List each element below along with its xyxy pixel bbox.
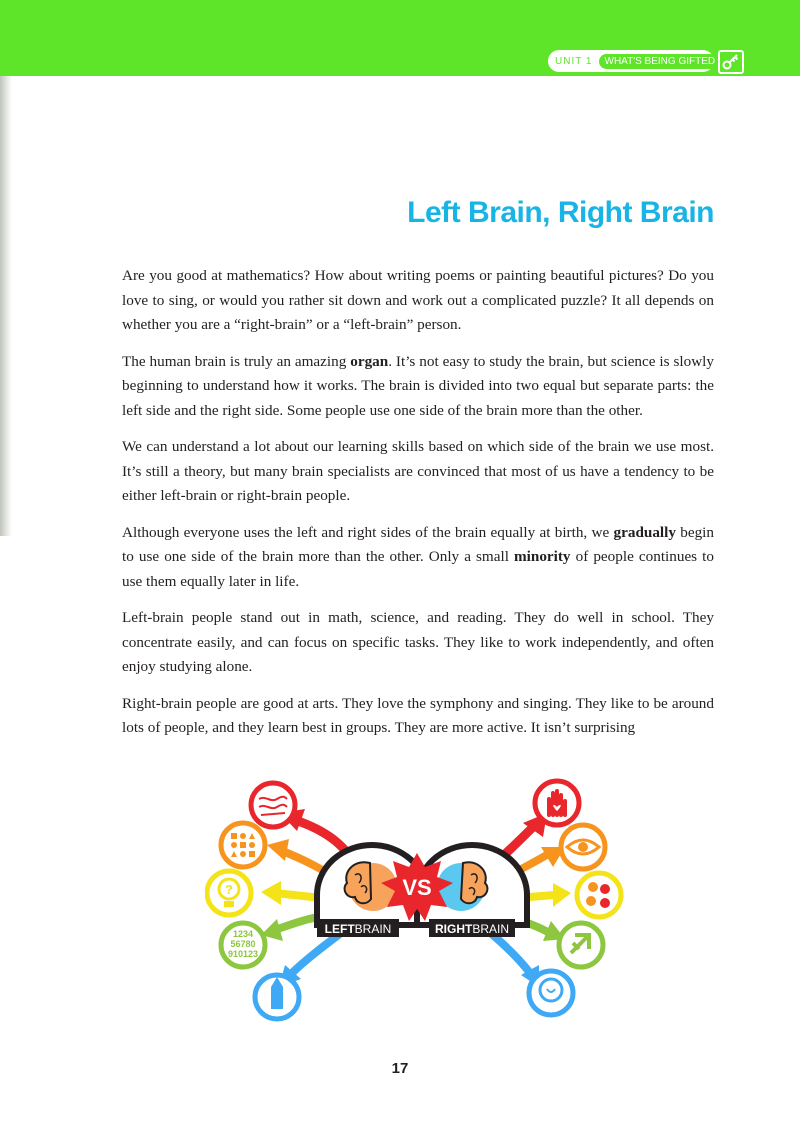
right-brain-banner [429, 919, 515, 937]
left-right-brain-illustration [205, 775, 625, 1025]
shapes-grid-icon [221, 823, 265, 867]
paragraph: We can understand a lot about our learning skills based on which side of the brain we use most. It’s still a theory, but many brain specialists are convinced that most of us have a tendency to be either left-brain or right-brain people. [122, 438, 714, 504]
page-edge-shadow [0, 76, 12, 536]
header-bar [0, 0, 800, 76]
paragraph: Left-brain people stand out in math, science, and reading. They do well in school. They concentrate easily, and can focus on specific tasks. They like to work independently, and often enjoy studying alone. [122, 609, 714, 675]
vocab-term: gradually [613, 523, 676, 541]
paragraph: The human brain is truly an amazing organ. It’s not easy to study the brain, but science is slowly beginning to understand how it works. The brain is divided into two equal but separate parts: the left side and the right side. Some people use one side of the brain more than the other. [122, 352, 714, 419]
vocab-term: minority [514, 548, 571, 565]
vocab-term: organ [350, 352, 389, 370]
unit-title: WHAT'S BEING GIFTED [599, 54, 722, 69]
page-number: 17 [391, 1060, 409, 1077]
svg-text:910123: 910123 [227, 949, 259, 959]
heart-hand-icon [535, 781, 579, 825]
left-brain-banner [317, 919, 399, 937]
svg-text:RIGHTBRAIN: RIGHTBRAIN [434, 922, 510, 936]
paragraph: Although everyone uses the left and right sides of the brain equally at birth, we gradually begin to use one side of the brain more than the other. Only a small minority of people continues to use them equally later in life. [122, 523, 714, 590]
unit-label: UNIT 1 [555, 55, 593, 67]
unit-badge [548, 50, 714, 72]
puzzle-arrows-icon [559, 923, 603, 967]
vs-label: VS [402, 875, 432, 900]
question-bulb-icon [207, 871, 251, 915]
pencil-icon [255, 975, 299, 1019]
svg-text:LEFTBRAIN: LEFTBRAIN [324, 922, 392, 936]
svg-text:56780: 56780 [230, 939, 256, 949]
svg-text:1234: 1234 [232, 929, 254, 939]
eye-icon [561, 825, 605, 869]
page-title: Left Brain, Right Brain [407, 196, 714, 229]
palette-icon [577, 873, 621, 917]
article-body [122, 264, 714, 753]
wave-lines-icon [251, 783, 295, 827]
svg-text:?: ? [225, 882, 233, 897]
numbers-icon [221, 923, 265, 967]
key-icon [718, 50, 744, 74]
chat-bubble-icon [529, 971, 573, 1015]
paragraph: Right-brain people are good at arts. They love the symphony and singing. They like to be around lots of people, and they learn best in groups. They are more active. It isn’t surprising [122, 694, 714, 736]
paragraph: Are you good at mathematics? How about writing poems or painting beautiful pictures? Do you love to sing, or would you rather sit down and work out a complicated puzzle? It all depends on whether you are a “right-brain” or a “left-brain” person. [122, 267, 714, 333]
